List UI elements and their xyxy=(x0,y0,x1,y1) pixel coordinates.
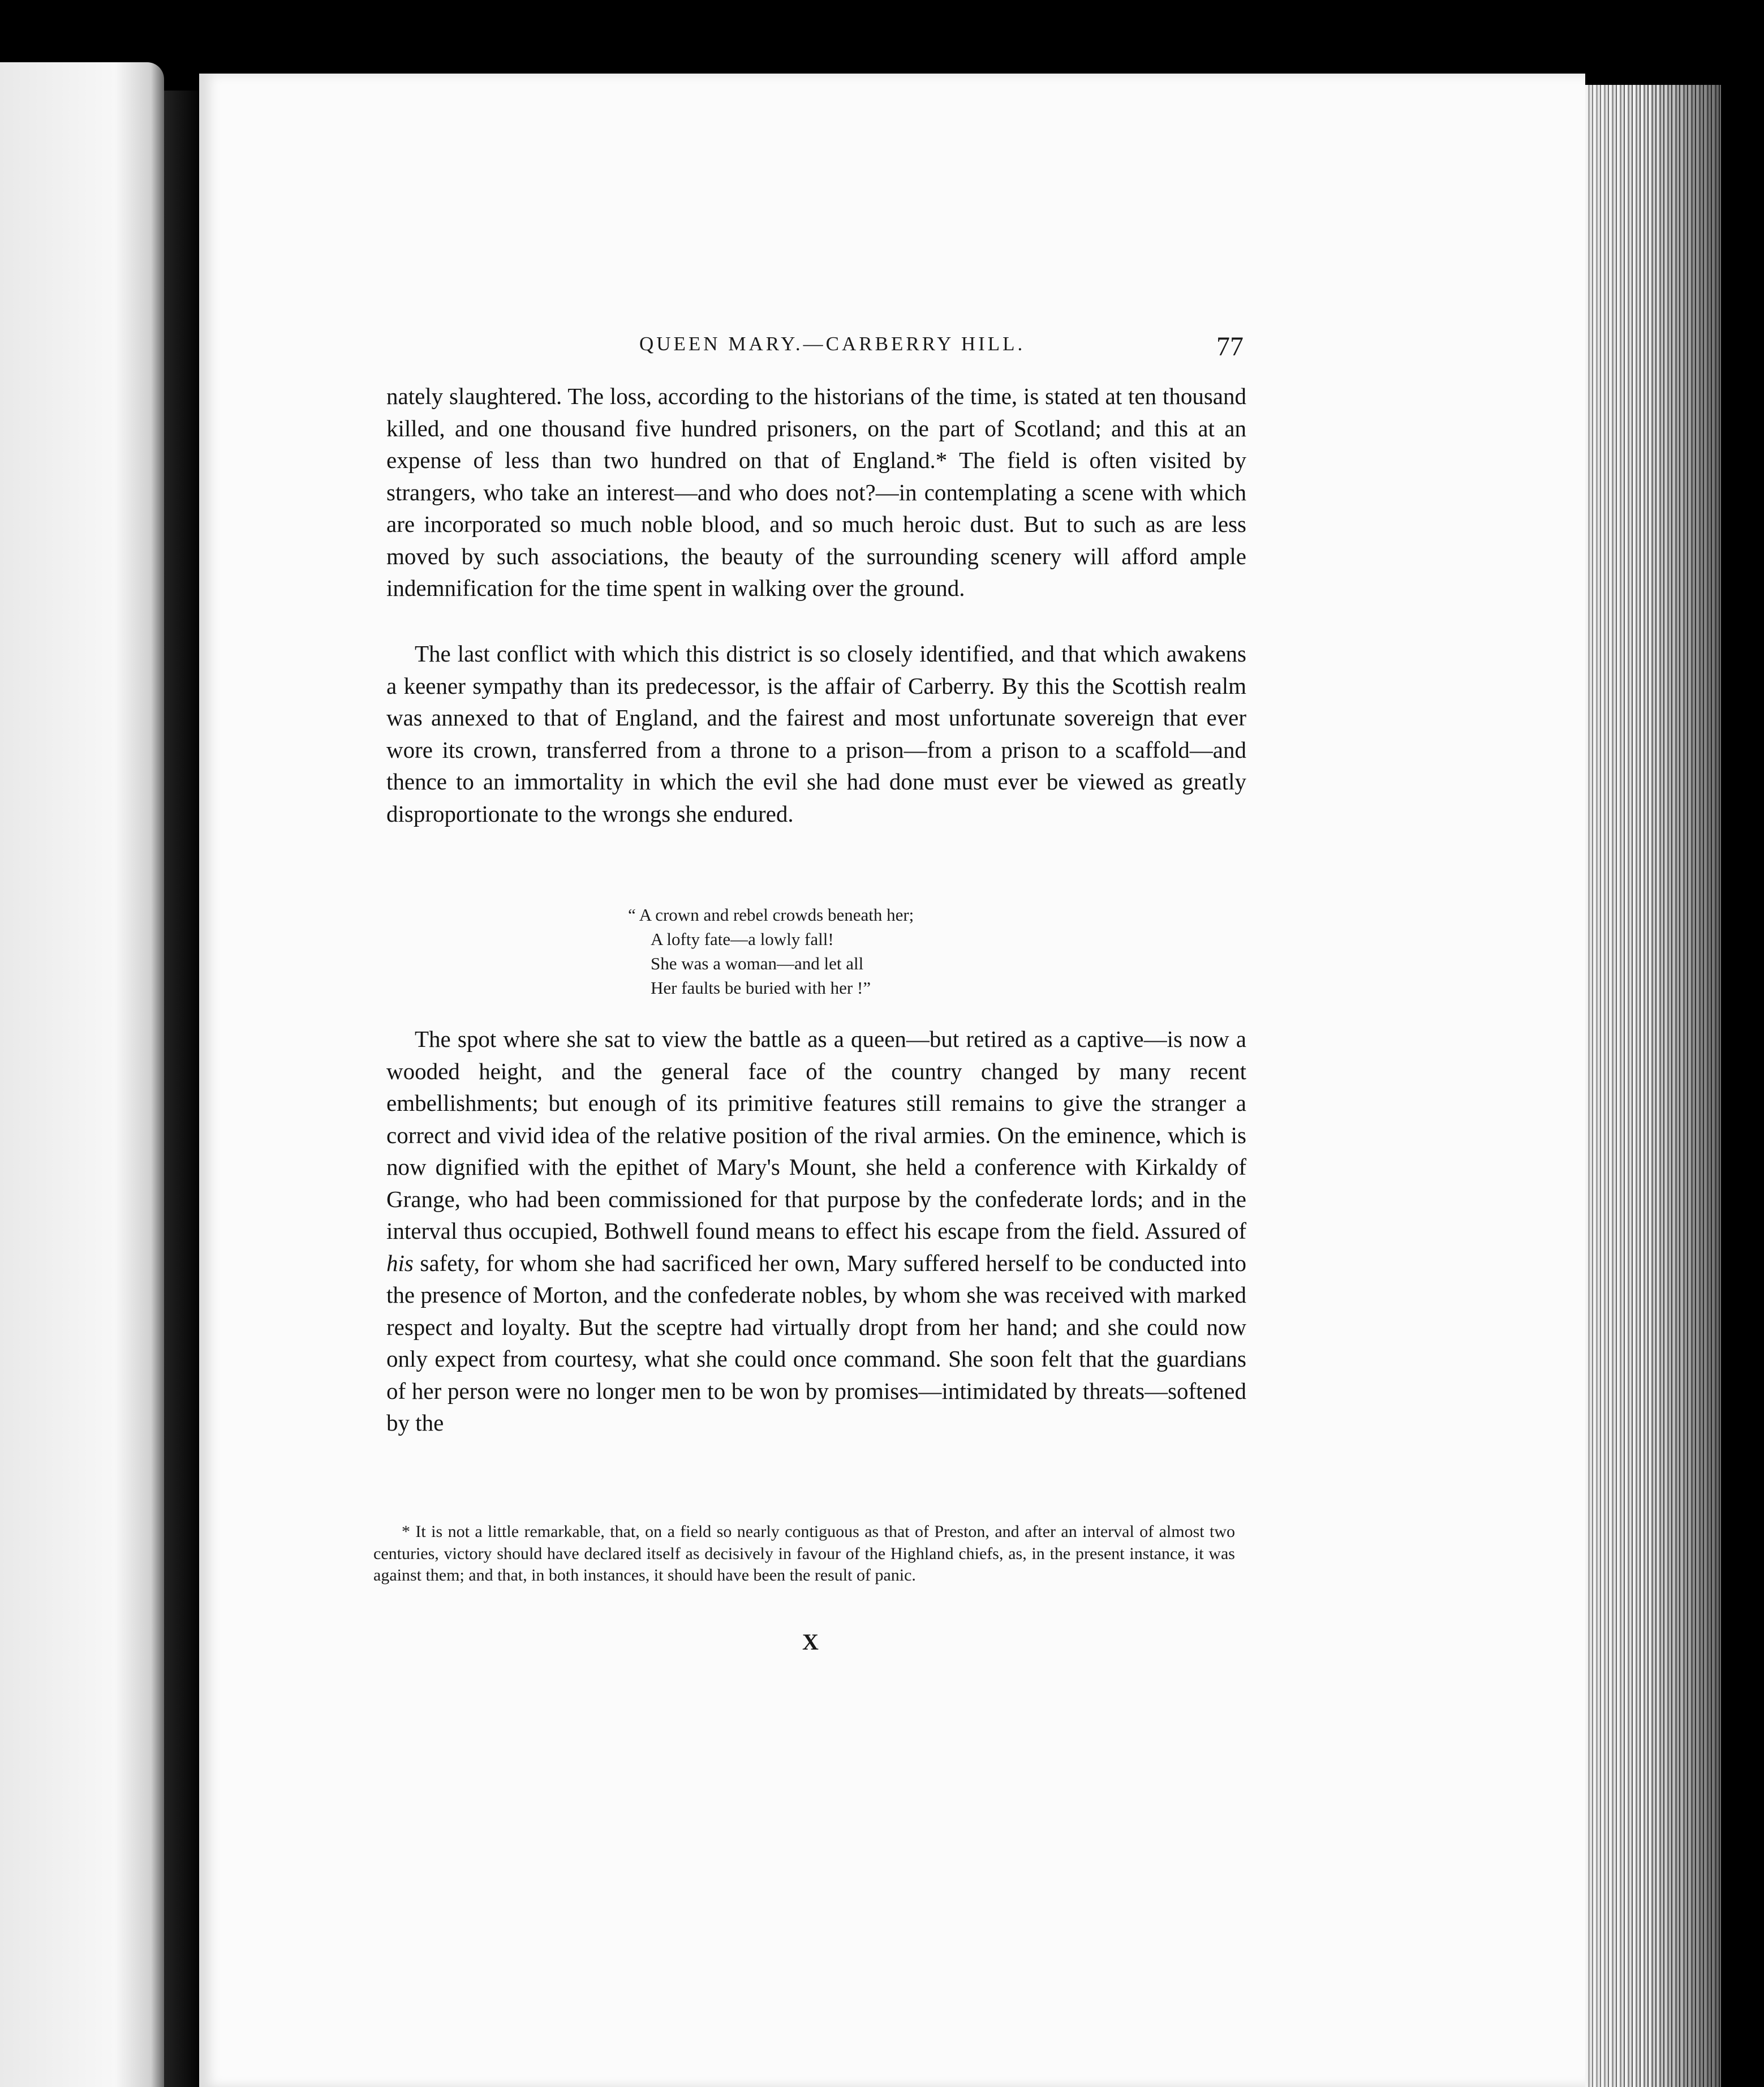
page-edges-stack xyxy=(1585,85,1721,2087)
body-paragraph-2: The last conflict with which this district is so closely identified, and that which awakens a keener sympathy than its predecessor, is the affair of Carberry. By this the Scottish realm was annexed to that of England, and the fairest and most unfortunate sovereign that ever wore its crown, transferred from a throne to a prison—from a prison to a scaffold—and thence to an immortality in which the evil she had done must ever be viewed as greatly disproportionate to the wrongs she endured. xyxy=(386,641,1246,827)
paragraph-3-text-start: The spot where she sat to view the battle as a queen—but retired as a captive—is now a wooded height, and the general face of the country changed by many recent embellishments; but enough of its primitive features still remains to give the stranger a correct and vivid idea of the relative position of the rival armies. On the eminence, which is now dignified with the epithet of Mary's Mount, she held a conference with Kirkaldy of Grange, who had been commissioned for that purpose by the confederate lords; and in the interval thus occupied, Bothwell found means to effect his escape from the field. Assured of xyxy=(386,1026,1246,1244)
paragraph-3-italic-word: his xyxy=(386,1249,414,1276)
running-head: QUEEN MARY.—CARBERRY HILL. xyxy=(639,333,1026,355)
footnote: * It is not a little remarkable, that, on a field so nearly contiguous as that of Preston, and after an interval of almost two centuries, victory should have declared itself as decisively in favour of the Highland chiefs, as, in the present instance, it was against them; and that, in both instances, it should have been the result of panic. xyxy=(373,1522,1235,1584)
previous-page-edge xyxy=(0,62,164,2087)
poem-line: A lofty fate—a lowly fall! xyxy=(651,929,834,949)
book-spine-shadow xyxy=(164,91,198,2087)
paragraph-3-text-end: safety, for whom she had sacrificed her own, Mary suffered herself to be conducted into the presence of Morton, and the confederate nobles, by whom she was received with marked respect and loyalty. But the sceptre had virtually dropt from her hand; and she could now only expect from courtesy, what she could once command. She soon felt that the guardians of her person were no longer men to be won by promises—intimidated by threats—softened by the xyxy=(386,1249,1246,1436)
poem-line: Her faults be buried with her !” xyxy=(651,978,871,998)
body-paragraph-3 xyxy=(386,1023,1246,1439)
page-number: 77 xyxy=(1216,332,1244,362)
body-paragraph-1: nately slaughtered. The loss, according to the historians of the time, is stated at ten thousand killed, and one thousand five hundred prisoners, on the part of Scotland; and this at an expense of less than two hundred on that of England.* The field is often visited by strangers, who take an interest—and who does not?—in contemplating a scene with which are incorporated so much noble blood, and so much heroic dust. But to such as are less moved by such associations, the beauty of the surrounding scenery will afford ample indemnification for the time spent in walking over the ground. xyxy=(386,383,1246,601)
poem-line: She was a woman—and let all xyxy=(651,954,864,973)
signature-mark: X xyxy=(802,1629,819,1655)
poem-line: “ A crown and rebel crowds beneath her; xyxy=(628,905,914,925)
poem-quotation xyxy=(628,903,1024,1000)
